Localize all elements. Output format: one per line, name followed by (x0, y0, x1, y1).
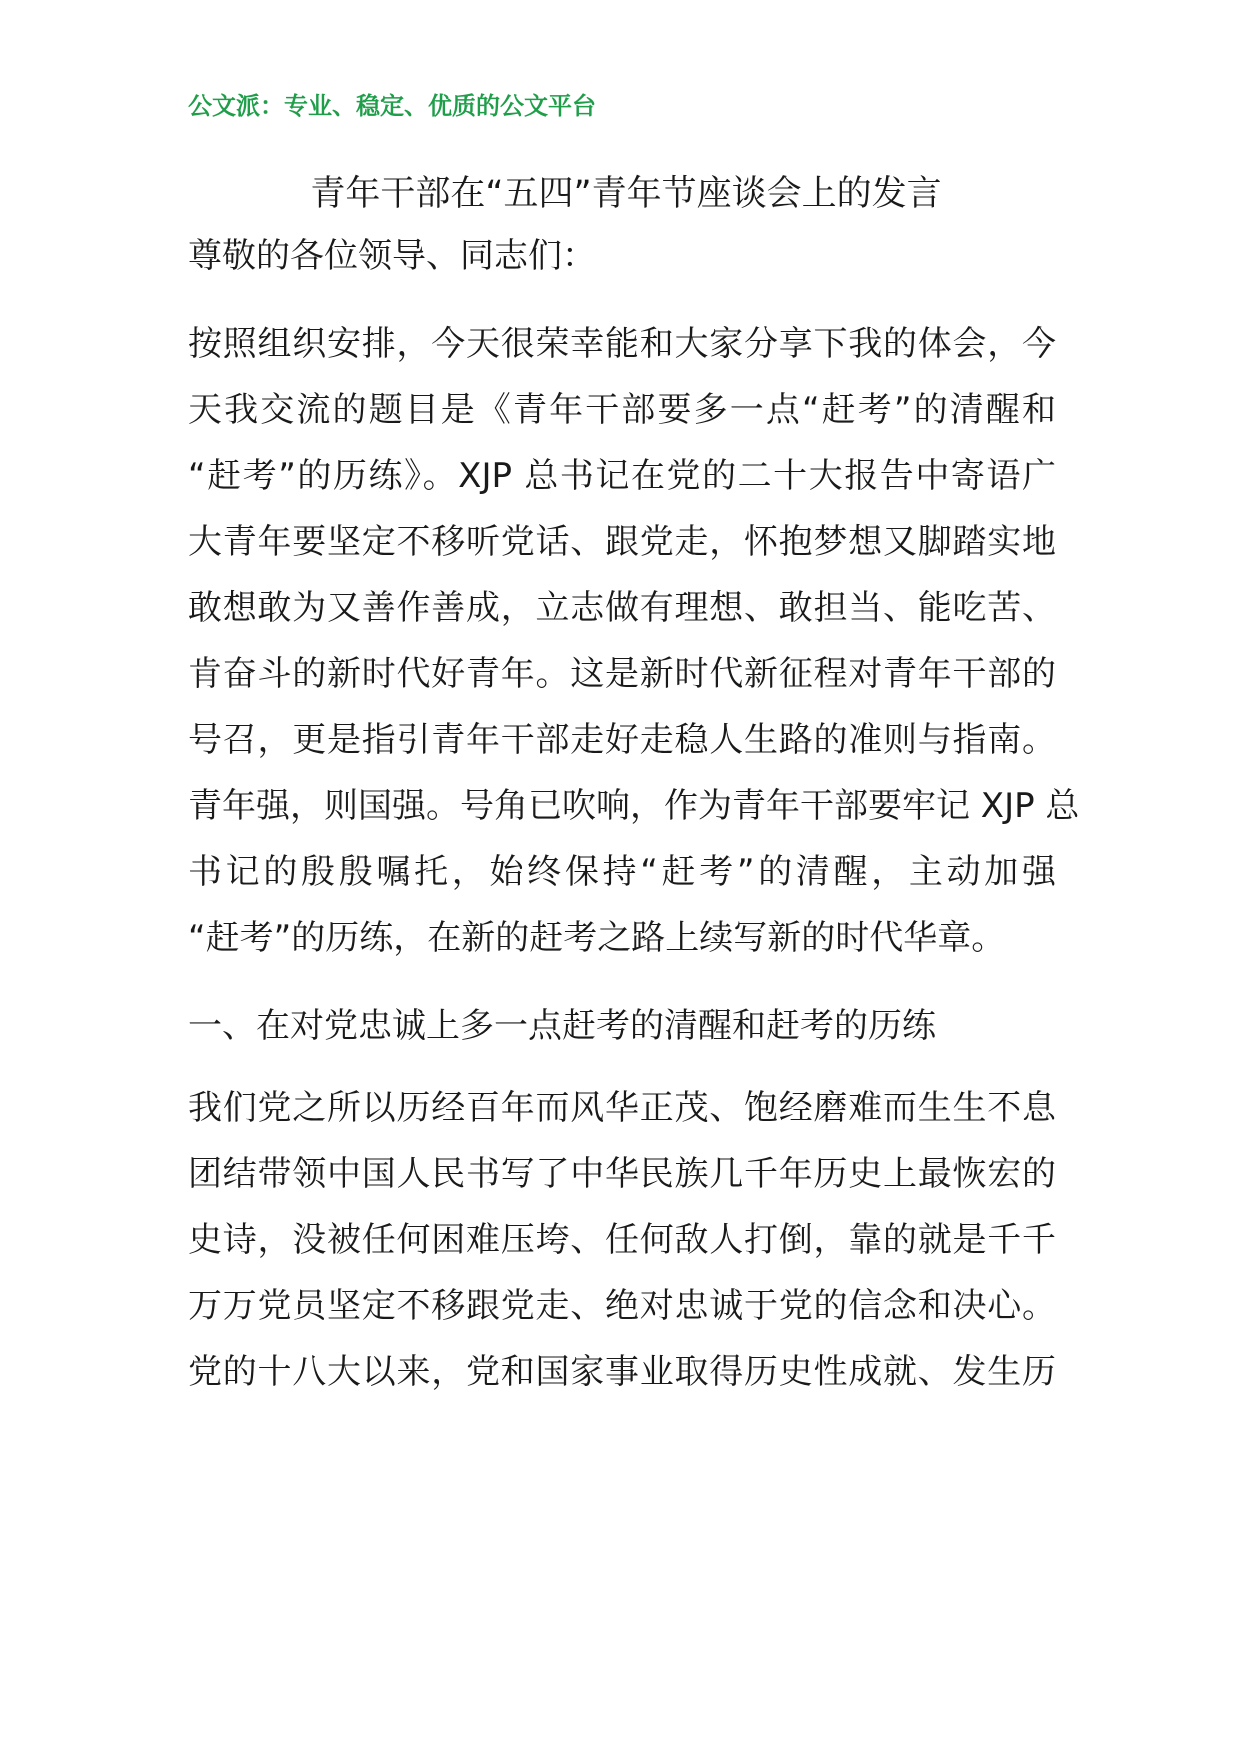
paragraph-line: 史诗，没被任何困难压垮、任何敌人打倒，靠的就是千千 (188, 1220, 1056, 1260)
paragraph-line: 按照组织安排，今天很荣幸能和大家分享下我的体会，今 (188, 324, 1056, 364)
paragraph-line: 团结带领中国人民书写了中华民族几千年历史上最恢宏的 (188, 1154, 1056, 1194)
paragraph-line: 敢想敢为又善作善成，立志做有理想、敢担当、能吃苦、 (188, 588, 1056, 628)
document-title: 青年干部在“五四”青年节座谈会上的发言 (310, 174, 942, 214)
paragraph-line: “赶考”的历练，在新的赶考之路上续写新的时代华章。 (188, 918, 1006, 958)
paragraph-line: 万万党员坚定不移跟党走、绝对忠诚于党的信念和决心。 (188, 1286, 1056, 1326)
salutation: 尊敬的各位领导、同志们： (188, 236, 596, 276)
paragraph-line: 大青年要坚定不移听党话、跟党走，怀抱梦想又脚踏实地 (188, 522, 1056, 562)
paragraph-line: “赶考”的历练》。XJP 总书记在党的二十大报告中寄语广 (188, 456, 1056, 496)
section-heading: 一、在对党忠诚上多一点赶考的清醒和赶考的历练 (188, 1006, 936, 1046)
paragraph-line: 号召，更是指引青年干部走好走稳人生路的准则与指南。 (188, 720, 1056, 760)
paragraph-line: 天我交流的题目是《青年干部要多一点“赶考”的清醒和 (188, 390, 1056, 430)
paragraph-line: 肯奋斗的新时代好青年。这是新时代新征程对青年干部的 (188, 654, 1056, 694)
paragraph-line: 党的十八大以来，党和国家事业取得历史性成就、发生历 (188, 1352, 1056, 1392)
paragraph-line: 青年强，则国强。号角已吹响，作为青年干部要牢记 XJP 总 (188, 786, 1080, 826)
paragraph-line: 我们党之所以历经百年而风华正茂、饱经磨难而生生不息 (188, 1088, 1056, 1128)
brand-header: 公文派：专业、稳定、优质的公文平台 (188, 92, 596, 120)
paragraph-line: 书记的殷殷嘱托，始终保持“赶考”的清醒，主动加强 (188, 852, 1056, 892)
